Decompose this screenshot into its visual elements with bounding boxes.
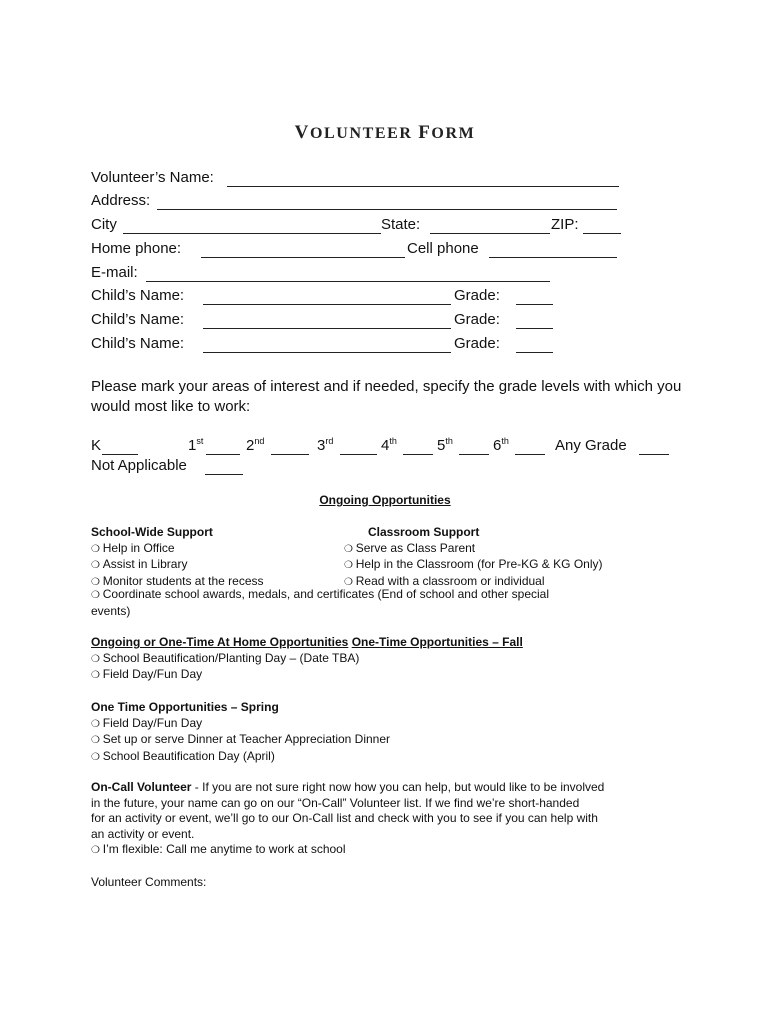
child-name-label: Child’s Name: <box>91 335 185 352</box>
coordinate-awards-continued: events) <box>91 603 131 618</box>
grade-2-field[interactable] <box>271 454 309 455</box>
spring-option[interactable]: ❍ Field Day/Fun Day <box>91 716 683 733</box>
city-label: City <box>91 216 117 233</box>
email-label: E-mail: <box>91 264 138 281</box>
school-wide-heading: School-Wide Support <box>91 525 213 539</box>
grade-label: Grade: <box>454 311 500 328</box>
classroom-option[interactable]: ❍ Serve as Class Parent <box>344 541 603 558</box>
on-call-text: in the future, your name can go on our “On-Call” Volunteer list. If we find we’re short-handed <box>91 795 580 810</box>
spring-block <box>91 700 683 765</box>
volunteer-comments-area[interactable] <box>91 895 681 1005</box>
spring-option[interactable]: ❍ Set up or serve Dinner at Teacher Appreciation Dinner <box>91 732 683 749</box>
child-row <box>91 287 561 307</box>
school-wide-option[interactable]: ❍ Assist in Library <box>91 557 264 574</box>
spring-option[interactable]: ❍ School Beautification Day (April) <box>91 749 683 766</box>
home-phone-label: Home phone: <box>91 240 182 257</box>
not-applicable-label: Not Applicable <box>91 457 187 474</box>
email-field[interactable] <box>146 281 550 282</box>
state-label: State: <box>381 216 421 233</box>
grade-5-field[interactable] <box>459 454 489 455</box>
fall-option[interactable]: ❍ School Beautification/Planting Day – (Date TBA) <box>91 651 683 668</box>
volunteer-name-field[interactable] <box>227 186 619 187</box>
grade-4-field[interactable] <box>403 454 433 455</box>
city-state-zip-row <box>91 216 631 236</box>
fall-heading: One-Time Opportunities – Fall <box>351 635 523 649</box>
classroom-option[interactable]: ❍ Read with a classroom or individual <box>344 574 603 591</box>
on-call-text: - If you are not sure right now how you can help, but would like to be involved <box>191 780 605 794</box>
grade-k-label: K <box>91 437 102 454</box>
grade-1-field[interactable] <box>206 454 240 455</box>
school-wide-option[interactable]: ❍ Help in Office <box>91 541 264 558</box>
zip-label: ZIP: <box>551 216 579 233</box>
phone-row <box>91 240 621 260</box>
grade-field[interactable] <box>516 304 553 305</box>
on-call-text: an activity or event. <box>91 826 195 841</box>
fall-option[interactable]: ❍ Field Day/Fun Day <box>91 667 683 684</box>
school-wide-column <box>91 525 264 590</box>
volunteer-comments-label: Volunteer Comments: <box>91 875 207 889</box>
coordinate-awards-block <box>91 587 683 619</box>
grade-field[interactable] <box>516 328 553 329</box>
child-name-label: Child’s Name: <box>91 311 185 328</box>
grade-6-label: 6th <box>493 436 509 454</box>
grade-5-label: 5th <box>437 436 453 454</box>
not-applicable-row <box>91 457 251 477</box>
not-applicable-field[interactable] <box>205 474 243 475</box>
grade-label: Grade: <box>454 287 500 304</box>
school-wide-option[interactable]: ❍ Monitor students at the recess <box>91 574 264 591</box>
grade-3-label: 3rd <box>317 436 334 454</box>
address-field[interactable] <box>157 209 617 210</box>
child-row <box>91 335 561 355</box>
any-grade-label: Any Grade <box>555 437 627 454</box>
grade-label: Grade: <box>454 335 500 352</box>
on-call-text: for an activity or event, we’ll go to our On-Call list and check with you to see if you can help with <box>91 811 598 825</box>
grade-2-label: 2nd <box>246 436 265 454</box>
address-label: Address: <box>91 192 151 209</box>
grade-1-label: 1st <box>188 436 204 454</box>
zip-field[interactable] <box>583 233 621 234</box>
home-phone-field[interactable] <box>201 257 405 258</box>
child-row <box>91 311 561 331</box>
cell-phone-field[interactable] <box>489 257 617 258</box>
classroom-heading: Classroom Support <box>368 525 480 539</box>
grade-6-field[interactable] <box>515 454 545 455</box>
coordinate-awards-option[interactable]: ❍ Coordinate school awards, medals, and certificates (End of school and other special <box>91 587 683 604</box>
on-call-block <box>91 780 683 859</box>
grade-4-label: 4th <box>381 436 397 454</box>
child-name-field[interactable] <box>203 352 451 353</box>
cell-phone-label: Cell phone <box>407 240 479 257</box>
child-name-field[interactable] <box>203 304 451 305</box>
volunteer-name-label: Volunteer’s Name: <box>91 169 214 186</box>
on-call-label: On-Call Volunteer <box>91 780 192 794</box>
grade-3-field[interactable] <box>340 454 377 455</box>
at-home-heading: Ongoing or One-Time At Home Opportunities <box>91 635 349 649</box>
child-name-field[interactable] <box>203 328 451 329</box>
grade-field[interactable] <box>516 352 553 353</box>
state-field[interactable] <box>430 233 550 234</box>
page-title: VOLUNTEER FORM <box>294 122 476 143</box>
city-field[interactable] <box>123 233 381 234</box>
grade-k-field[interactable] <box>102 454 138 455</box>
grade-levels-row <box>91 437 681 457</box>
any-grade-field[interactable] <box>639 454 669 455</box>
spring-heading: One Time Opportunities – Spring <box>91 700 279 714</box>
at-home-fall-block <box>91 635 683 684</box>
ongoing-opportunities-heading: Ongoing Opportunities <box>319 493 451 507</box>
interest-instructions: Please mark your areas of interest and if needed, specify the grade levels with which you would most like to work: <box>91 378 682 415</box>
classroom-option[interactable]: ❍ Help in the Classroom (for Pre-KG & KG Only) <box>344 557 603 574</box>
child-name-label: Child’s Name: <box>91 287 185 304</box>
classroom-column <box>344 525 603 590</box>
flexible-option[interactable]: ❍ I’m flexible: Call me anytime to work at school <box>91 842 683 859</box>
